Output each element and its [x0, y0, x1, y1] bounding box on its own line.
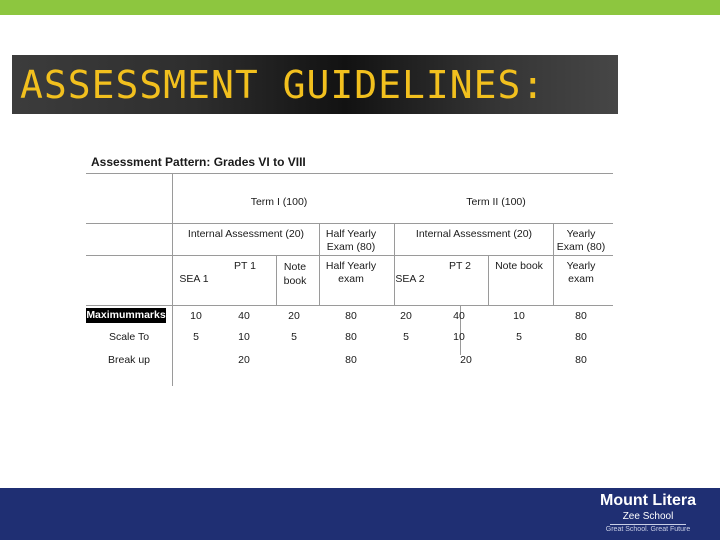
max-pt1: 40 — [238, 310, 250, 322]
ia1-header: Internal Assessment (20) — [187, 228, 305, 240]
yearly-sub-header: Yearly exam — [566, 260, 596, 285]
max-sea1: 10 — [190, 310, 202, 322]
top-accent-bar — [0, 0, 720, 15]
scale-pt1: 10 — [238, 331, 250, 343]
scale-sea1: 5 — [193, 331, 199, 343]
table-rule — [488, 255, 489, 305]
assessment-table — [86, 155, 616, 390]
title-band — [12, 55, 618, 114]
yearly-exam-header: Yearly Exam (80) — [556, 228, 606, 253]
logo-name: Mount Litera — [600, 492, 696, 509]
breakup-ia1: 20 — [238, 354, 250, 366]
pt1-header: PT 1 — [234, 260, 256, 272]
max-notebook2: 10 — [513, 310, 525, 322]
table-rule — [86, 305, 613, 306]
scale-yearly: 80 — [575, 331, 587, 343]
scale-notebook1: 5 — [291, 331, 297, 343]
breakup-yearly: 80 — [575, 354, 587, 366]
table-rule — [394, 223, 395, 305]
table-rule — [86, 223, 613, 224]
half-yearly-sub-header: Half Yearly exam — [325, 260, 377, 285]
max-sea2: 20 — [400, 310, 412, 322]
school-logo — [598, 492, 698, 535]
logo-tagline: Great School. Great Future — [605, 526, 691, 533]
logo-sub: Zee School — [610, 510, 686, 525]
breakup-half-yearly: 80 — [345, 354, 357, 366]
max-half-yearly: 80 — [345, 310, 357, 322]
max-notebook1: 20 — [288, 310, 300, 322]
footer-band — [0, 488, 720, 540]
half-yearly-exam-header: Half Yearly Exam (80) — [325, 228, 377, 253]
scale-to-label: Scale To — [108, 331, 150, 343]
sea1-header: SEA 1 — [179, 273, 209, 285]
note-book2-header: Note book — [495, 260, 543, 272]
table-rule — [86, 255, 613, 256]
scale-sea2: 5 — [403, 331, 409, 343]
max-pt2: 40 — [453, 310, 465, 322]
slide-title: ASSESSMENT GUIDELINES: — [20, 63, 546, 107]
max-yearly: 80 — [575, 310, 587, 322]
term1-header: Term I (100) — [250, 196, 308, 208]
note-book1-header: Note book — [283, 261, 307, 287]
ia2-header: Internal Assessment (20) — [415, 228, 533, 240]
table-caption: Assessment Pattern: Grades VI to VIII — [91, 155, 306, 169]
scale-notebook2: 5 — [516, 331, 522, 343]
term2-header: Term II (100) — [466, 196, 526, 208]
scale-half-yearly: 80 — [345, 331, 357, 343]
sea2-header: SEA 2 — [395, 273, 425, 285]
scale-pt2: 10 — [453, 331, 465, 343]
pt2-header: PT 2 — [449, 260, 471, 272]
breakup-ia2: 20 — [460, 354, 472, 366]
table-rule — [86, 173, 613, 174]
max-marks-label: Maximummarks — [86, 309, 166, 321]
break-up-label: Break up — [107, 354, 151, 366]
